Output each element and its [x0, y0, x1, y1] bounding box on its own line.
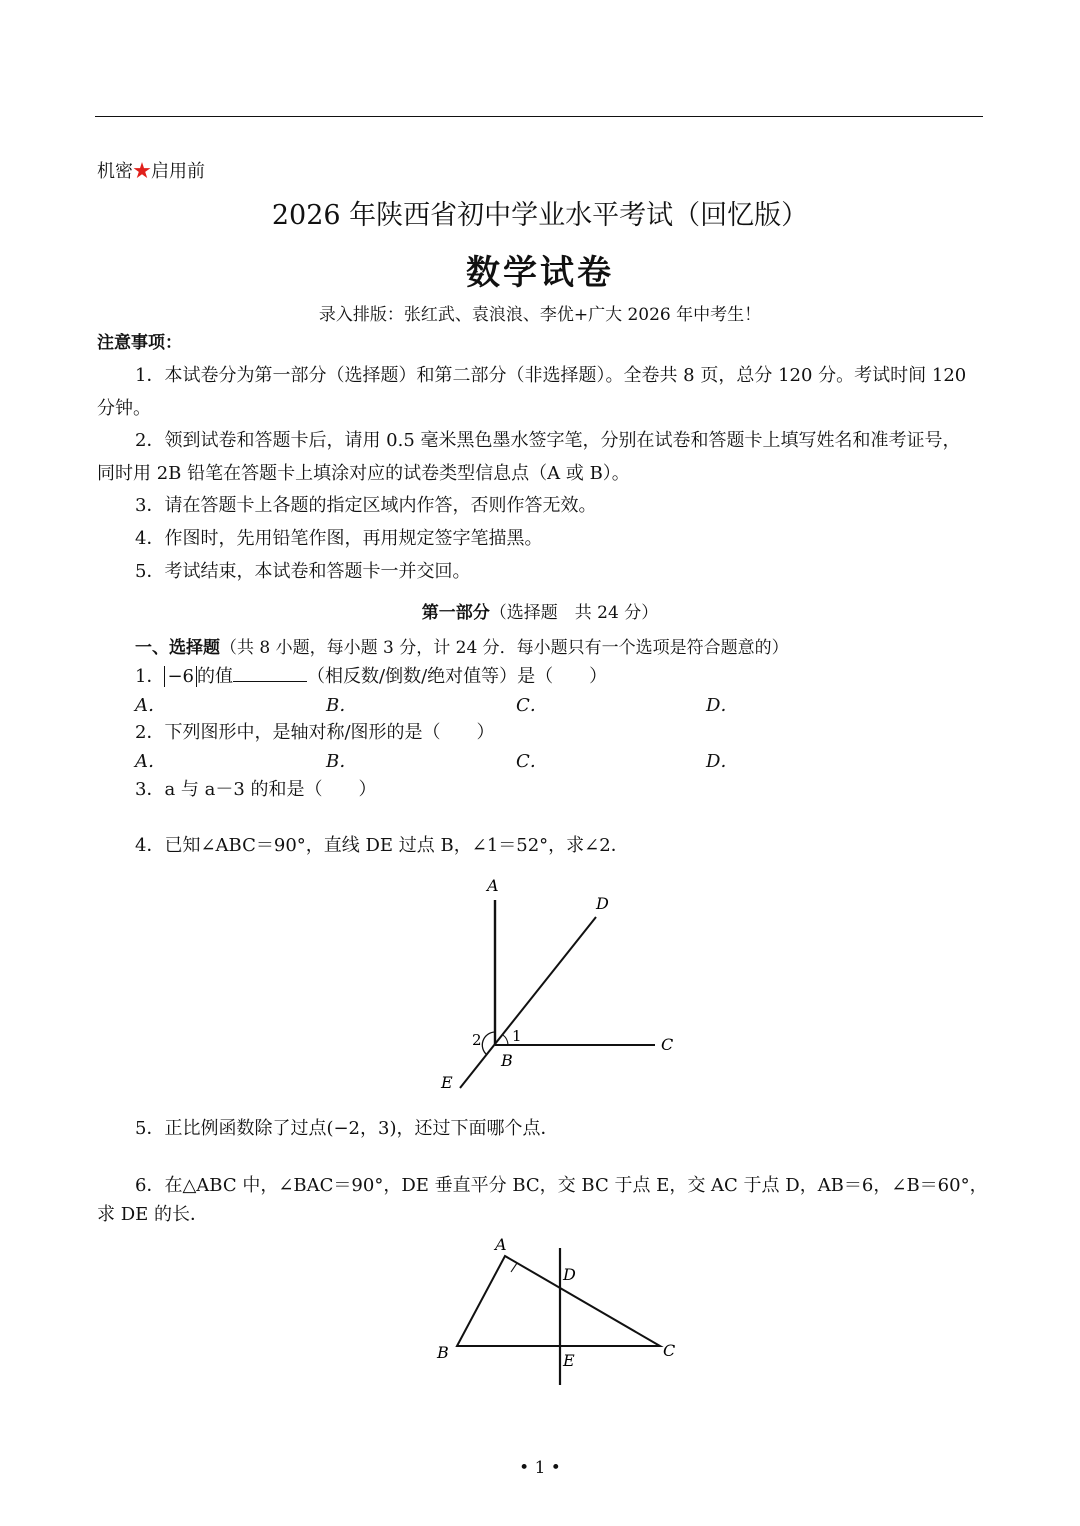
label-e: E [441, 1073, 453, 1092]
q2-option-c: C． [516, 751, 548, 772]
notice-item-1: 1．本试卷分为第一部分（选择题）和第二部分（非选择题）。全卷共 8 页，总分 120 分。考试时间 120 [135, 365, 967, 386]
question-5: 5．正比例函数除了过点(−2，3)，还过下面哪个点． [135, 1118, 559, 1139]
answer-blank [233, 667, 307, 682]
label-c: C [661, 1035, 674, 1054]
label-angle-2: 2 [472, 1031, 482, 1049]
q1-option-d: D． [706, 695, 739, 716]
notice-item-1-cont: 分钟。 [97, 398, 151, 419]
question-2: 2．下列图形中，是轴对称/图形的是（ ） [135, 722, 495, 743]
label-b: B [437, 1343, 449, 1362]
notice-item-5: 5．考试结束，本试卷和答题卡一并交回。 [135, 561, 471, 582]
question-4: 4．已知∠ABC＝90°，直线 DE 过点 B，∠1＝52°，求∠2． [135, 835, 629, 856]
label-angle-1: 1 [512, 1027, 522, 1045]
q2-option-b: B． [326, 751, 358, 772]
star-icon: ★ [133, 161, 151, 182]
label-c: C [663, 1341, 676, 1360]
notice-item-2-cont: 同时用 2B 铅笔在答题卡上填涂对应的试卷类型信息点（A 或 B）。 [97, 463, 630, 484]
label-a: A [495, 1235, 507, 1254]
label-d: D [563, 1265, 576, 1284]
notice-item-3: 3．请在答题卡上各题的指定区域内作答，否则作答无效。 [135, 495, 597, 516]
notice-item-2: 2．领到试卷和答题卡后，请用 0.5 毫米黑色墨水签字笔，分别在试卷和答题卡上填写姓名和准考证号， [135, 430, 961, 451]
line-de [460, 917, 596, 1088]
notice-heading: 注意事项： [97, 333, 182, 353]
question-6: 6．在△ABC 中，∠BAC＝90°，DE 垂直平分 BC，交 BC 于点 E，交 AC 于点 D，AB＝6，∠B＝60°， [135, 1175, 988, 1196]
credits-line: 录入排版：张红武、袁浪浪、李优+广大 2026 年中考生！ [318, 305, 762, 325]
notice-item-4: 4．作图时，先用铅笔作图，再用规定签字笔描黑。 [135, 528, 543, 549]
part1-heading: 第一部分（选择题 共 24 分） [421, 603, 659, 623]
label-e: E [563, 1351, 575, 1370]
question-1: 1． −6 的值 （相反数/倒数/绝对值等）是（ ） [135, 666, 608, 687]
question-3: 3．a 与 a－3 的和是（ ） [135, 779, 377, 800]
exam-title: 2026 年陕西省初中学业水平考试（回忆版） [271, 200, 809, 231]
triangle-abc [457, 1256, 660, 1346]
question-6-cont: 求 DE 的长． [97, 1204, 209, 1225]
top-rule [95, 116, 983, 117]
page-number: • 1 • [519, 1458, 561, 1478]
q2-option-d: D． [706, 751, 739, 772]
label-d: D [596, 894, 609, 913]
figure-q6-triangle [425, 1228, 695, 1390]
q1-option-b: B． [326, 695, 358, 716]
q1-option-c: C． [516, 695, 548, 716]
confidential-label: 机密★启用前 [97, 161, 205, 182]
label-a: A [487, 876, 499, 895]
absolute-value: −6 [164, 666, 197, 687]
subject-title: 数学试卷 [466, 253, 614, 293]
label-b: B [501, 1051, 513, 1070]
section-heading: 一、选择题（共 8 小题，每小题 3 分，计 24 分．每小题只有一个选项是符合题意的） [135, 638, 789, 658]
q1-option-a: A． [135, 695, 166, 716]
q2-option-a: A． [135, 751, 166, 772]
angle-1-arc [503, 1035, 508, 1045]
figure-q4-angles [430, 870, 690, 1095]
